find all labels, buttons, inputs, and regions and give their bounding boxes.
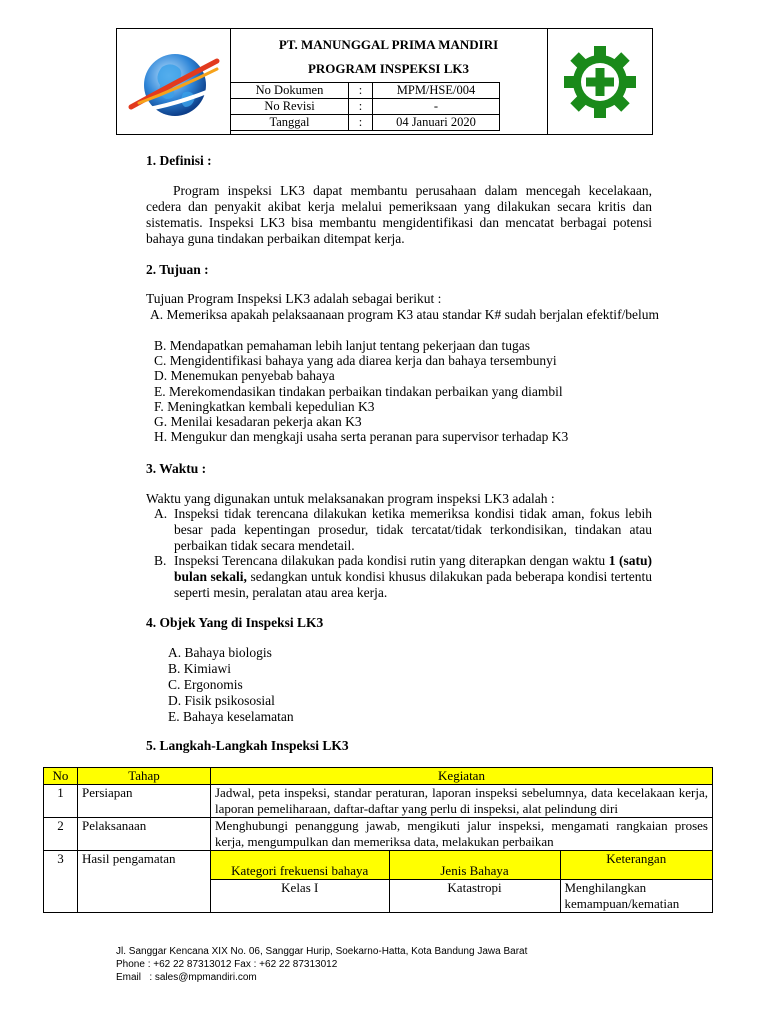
cell-tahap: Hasil pengamatan bbox=[78, 851, 211, 913]
cell-kegiatan: Menghubungi penanggung jawab, mengikuti jalur inspeksi, mengamati rangkaian proses kerja, mengumpulkan dan memeriksa data, melakukan perbaikan bbox=[211, 818, 713, 851]
meta-row bbox=[231, 115, 500, 131]
table-header-row bbox=[44, 768, 713, 785]
list-item bbox=[154, 368, 660, 384]
list-marker: H. bbox=[154, 429, 168, 444]
list-text: Mengidentifikasi bahaya yang ada diarea kerja dan bahaya tersembunyi bbox=[169, 353, 557, 368]
section-4-title: 4. Objek Yang di Inspeksi LK3 bbox=[146, 615, 324, 630]
program-title: PROGRAM INSPEKSI LK3 bbox=[307, 61, 470, 76]
list-text-pre: Inspeksi Terencana dilakukan pada kondisi rutin yang diterapkan dengan waktu bbox=[174, 553, 609, 568]
cell-kegiatan: Jadwal, peta inspeksi, standar peraturan, laporan inspeksi sebelumnya, data kecelakaan kerja, laporan pemeliharaan, daftar-daftar yang perlu di inspeksi, alat pelindung diri bbox=[211, 785, 713, 818]
list-marker: G. bbox=[154, 414, 168, 429]
list-item: A. Bahaya biologis bbox=[168, 645, 272, 660]
list-marker: B. bbox=[154, 338, 167, 353]
document-meta-table bbox=[230, 82, 500, 131]
sub-cell-keterangan: Menghilangkan kemampuan/kematian bbox=[560, 880, 712, 913]
table-row bbox=[44, 785, 713, 818]
list-marker: D. bbox=[154, 368, 168, 383]
section-2-title: 2. Tujuan : bbox=[146, 262, 209, 277]
cell-subtable bbox=[211, 851, 713, 913]
subtable-row bbox=[211, 880, 712, 913]
list-item bbox=[154, 414, 660, 430]
company-name: PT. MANUNGGAL PRIMA MANDIRI bbox=[278, 37, 499, 52]
meta-key: No Dokumen bbox=[231, 83, 349, 99]
list-item bbox=[154, 553, 652, 601]
section-1-text: Program inspeksi LK3 dapat membantu perusahaan dalam mencegah kecelakaan, cedera dan penyakit akibat kerja melalui pemeriksaan yang dilakukan secara kritis dan sistematis. Inspeksi LK3 bisa membantu mengidentifikasi dan mencatat berbagai potensi bahaya guna tindakan perbaikan ditempat kerja. bbox=[146, 183, 652, 246]
list-item bbox=[154, 384, 660, 400]
meta-key: Tanggal bbox=[231, 115, 349, 131]
hazard-subtable bbox=[211, 851, 712, 912]
k3-gear-cross-icon bbox=[548, 29, 652, 134]
section-3-intro: Waktu yang digunakan untuk melaksanakan program inspeksi LK3 adalah : bbox=[146, 491, 555, 506]
list-item: E. Bahaya keselamatan bbox=[168, 709, 294, 724]
globe-logo-icon bbox=[117, 29, 230, 134]
document-footer bbox=[116, 945, 527, 984]
list-text-post: sedangkan untuk kondisi khusus dilakukan pada beberapa kondisi tertentu seperti mesin, peralatan atau area kerja. bbox=[174, 569, 653, 600]
k3-logo-cell bbox=[548, 29, 652, 134]
meta-value: MPM/HSE/004 bbox=[373, 83, 500, 99]
meta-row bbox=[231, 83, 500, 99]
list-text: Meningkatkan kembali kepedulian K3 bbox=[167, 399, 375, 414]
document-header bbox=[116, 28, 653, 135]
section-2-intro: Tujuan Program Inspeksi LK3 adalah sebagai berikut : bbox=[146, 291, 442, 306]
footer-address: Jl. Sanggar Kencana XIX No. 06, Sanggar Hurip, Soekarno-Hatta, Kota Bandung Jawa Barat bbox=[116, 946, 528, 957]
meta-row bbox=[231, 99, 500, 115]
section-5-title: 5. Langkah-Langkah Inspeksi LK3 bbox=[146, 738, 349, 753]
list-item: B. Kimiawi bbox=[168, 661, 231, 676]
list-text: Menemukan penyebab bahaya bbox=[170, 368, 335, 383]
list-item bbox=[154, 353, 660, 369]
cell-tahap: Pelaksanaan bbox=[78, 818, 211, 851]
list-text: Memeriksa apakah pelaksaanaan program K3 atau standar K# sudah berjalan efektif/belum bbox=[166, 307, 660, 322]
list-text: Menilai kesadaran pekerja akan K3 bbox=[170, 414, 362, 429]
cell-no: 3 bbox=[44, 851, 78, 913]
meta-key: No Revisi bbox=[231, 99, 349, 115]
sub-header-jenis: Jenis Bahaya bbox=[389, 851, 560, 880]
list-item: C. Ergonomis bbox=[168, 677, 243, 692]
col-header-kegiatan: Kegiatan bbox=[211, 768, 713, 785]
meta-value: 04 Januari 2020 bbox=[373, 115, 500, 131]
list-marker: A. bbox=[154, 506, 168, 521]
steps-table bbox=[43, 767, 713, 913]
cell-no: 2 bbox=[44, 818, 78, 851]
sub-header-keterangan: Keterangan bbox=[560, 851, 712, 880]
list-text-bold: 1 (satu) bulan sekali, bbox=[174, 553, 652, 584]
meta-sep: : bbox=[349, 99, 373, 115]
list-marker: A. bbox=[150, 307, 164, 322]
list-item bbox=[154, 399, 660, 415]
list-marker: E. bbox=[154, 384, 166, 399]
footer-phone: Phone : +62 22 87313012 Fax : +62 22 87313012 bbox=[116, 959, 338, 970]
list-text bbox=[174, 553, 652, 601]
list-text bbox=[174, 506, 652, 554]
list-marker: B. bbox=[154, 553, 167, 568]
header-title-cell bbox=[230, 29, 548, 134]
cell-no: 1 bbox=[44, 785, 78, 818]
col-header-no: No bbox=[44, 768, 78, 785]
list-text: Mendapatkan pemahaman lebih lanjut tentang pekerjaan dan tugas bbox=[169, 338, 531, 353]
list-text: Mengukur dan mengkaji usaha serta peranan para supervisor terhadap K3 bbox=[170, 429, 569, 444]
object-list bbox=[168, 645, 294, 725]
meta-sep: : bbox=[349, 115, 373, 131]
meta-value: - bbox=[373, 99, 500, 115]
cell-tahap: Persiapan bbox=[78, 785, 211, 818]
list-item bbox=[150, 307, 678, 323]
section-1-title: 1. Definisi : bbox=[146, 153, 212, 168]
meta-sep: : bbox=[349, 83, 373, 99]
sub-header-kategori: Kategori frekuensi bahaya bbox=[211, 851, 389, 880]
list-text-content: Inspeksi tidak terencana dilakukan ketika memeriksa kondisi tidak aman, fokus lebih besar pada kepentingan prosedur, tidak tercatat/tidak terkondisikan, tindakan atau perbaikan tidak secara mendetail. bbox=[174, 506, 652, 553]
footer-email: Email : sales@mpmandiri.com bbox=[116, 972, 257, 983]
section-3-title: 3. Waktu : bbox=[146, 461, 207, 476]
list-item: D. Fisik psikososial bbox=[168, 693, 275, 708]
list-item bbox=[154, 338, 660, 354]
sub-cell-kategori: Kelas I bbox=[211, 880, 389, 913]
table-row bbox=[44, 851, 713, 913]
company-logo-cell bbox=[117, 29, 231, 134]
list-marker: F. bbox=[154, 399, 164, 414]
list-marker: C. bbox=[154, 353, 167, 368]
list-item bbox=[154, 429, 660, 445]
list-item bbox=[154, 506, 652, 554]
col-header-tahap: Tahap bbox=[78, 768, 211, 785]
subtable-header-row bbox=[211, 851, 712, 880]
list-text: Merekomendasikan tindakan perbaikan tindakan perbaikan yang diambil bbox=[169, 384, 563, 399]
sub-cell-jenis: Katastropi bbox=[389, 880, 560, 913]
table-row bbox=[44, 818, 713, 851]
